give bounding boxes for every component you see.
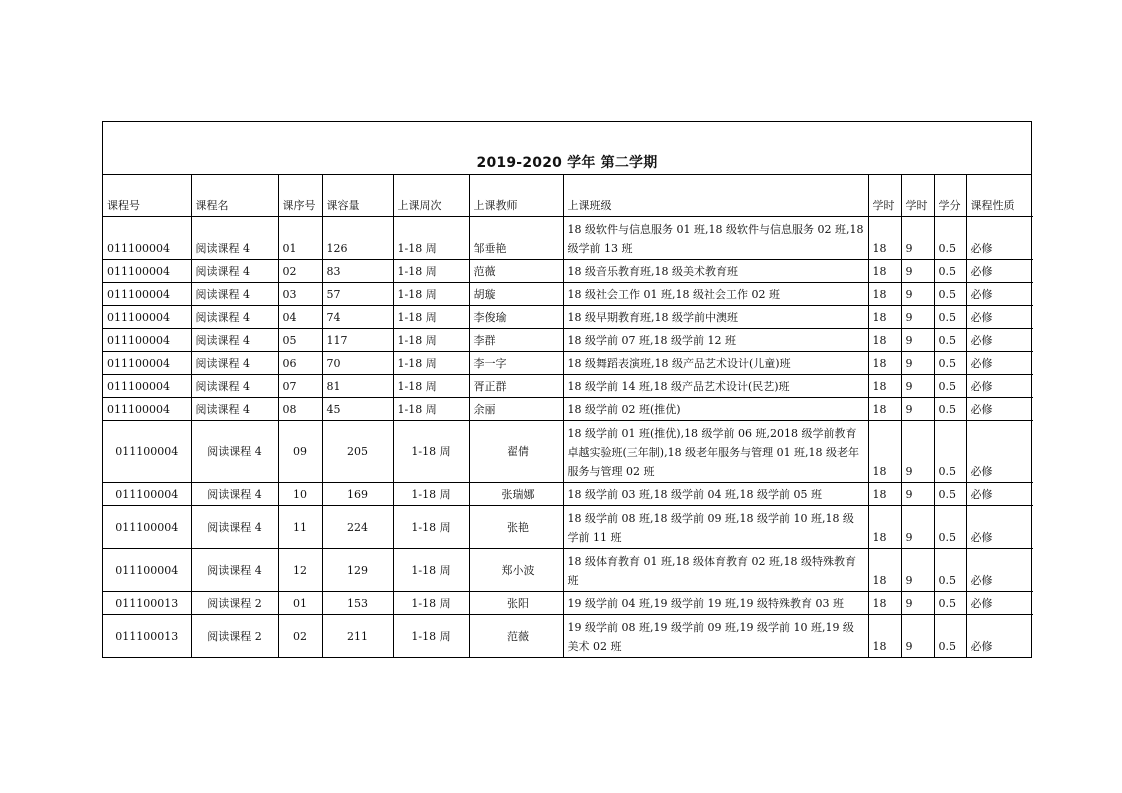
header-credits: 学分 [934,175,966,217]
cell-section: 09 [278,421,322,483]
cell-hours2: 9 [901,483,934,506]
cell-credits: 0.5 [934,217,966,260]
header-row [103,175,1033,217]
cell-nature: 必修 [966,506,1033,549]
cell-nature: 必修 [966,375,1033,398]
table-row [103,352,1033,375]
cell-hours2: 9 [901,352,934,375]
cell-capacity: 117 [322,329,393,352]
table-row [103,421,1033,483]
cell-classes: 18 级体育教育 01 班,18 级体育教育 02 班,18 级特殊教育班 [563,549,868,592]
cell-course-no: 011100004 [103,306,191,329]
cell-course-no: 011100004 [103,329,191,352]
cell-hours2: 9 [901,421,934,483]
cell-hours2: 9 [901,217,934,260]
cell-weeks: 1-18 周 [393,549,469,592]
cell-course-no: 011100004 [103,421,191,483]
cell-capacity: 45 [322,398,393,421]
cell-section: 11 [278,506,322,549]
table-row [103,375,1033,398]
header-course-name: 课程名 [191,175,278,217]
cell-weeks: 1-18 周 [393,615,469,658]
cell-course-name: 阅读课程 4 [191,352,278,375]
page-title: 2019-2020 学年 第二学期 [476,155,658,171]
cell-capacity: 74 [322,306,393,329]
cell-section: 01 [278,592,322,615]
cell-course-no: 011100004 [103,398,191,421]
cell-weeks: 1-18 周 [393,352,469,375]
cell-classes: 19 级学前 08 班,19 级学前 09 班,19 级学前 10 班,19 级美术 02 班 [563,615,868,658]
cell-classes: 18 级学前 02 班(推优) [563,398,868,421]
cell-course-name: 阅读课程 4 [191,217,278,260]
table-row [103,592,1033,615]
cell-nature: 必修 [966,421,1033,483]
cell-nature: 必修 [966,329,1033,352]
cell-course-name: 阅读课程 4 [191,483,278,506]
cell-classes: 18 级学前 14 班,18 级产品艺术设计(民艺)班 [563,375,868,398]
cell-teacher: 郑小波 [469,549,563,592]
cell-classes: 18 级社会工作 01 班,18 级社会工作 02 班 [563,283,868,306]
cell-course-no: 011100013 [103,615,191,658]
title-row [103,122,1031,175]
cell-hours1: 18 [868,329,901,352]
cell-weeks: 1-18 周 [393,329,469,352]
cell-weeks: 1-18 周 [393,483,469,506]
cell-credits: 0.5 [934,615,966,658]
cell-nature: 必修 [966,352,1033,375]
cell-nature: 必修 [966,592,1033,615]
cell-section: 01 [278,217,322,260]
cell-capacity: 205 [322,421,393,483]
table-row [103,260,1033,283]
cell-capacity: 126 [322,217,393,260]
cell-section: 07 [278,375,322,398]
cell-hours1: 18 [868,217,901,260]
cell-nature: 必修 [966,549,1033,592]
cell-classes: 19 级学前 04 班,19 级学前 19 班,19 级特殊教育 03 班 [563,592,868,615]
cell-course-name: 阅读课程 4 [191,506,278,549]
cell-section: 06 [278,352,322,375]
cell-course-name: 阅读课程 4 [191,283,278,306]
cell-section: 05 [278,329,322,352]
cell-credits: 0.5 [934,375,966,398]
cell-nature: 必修 [966,217,1033,260]
cell-course-name: 阅读课程 4 [191,375,278,398]
cell-section: 02 [278,615,322,658]
cell-teacher: 范薇 [469,260,563,283]
cell-course-name: 阅读课程 2 [191,592,278,615]
cell-hours1: 18 [868,306,901,329]
cell-teacher: 胡璇 [469,283,563,306]
table-row [103,483,1033,506]
cell-hours2: 9 [901,398,934,421]
header-nature: 课程性质 [966,175,1033,217]
cell-course-name: 阅读课程 4 [191,421,278,483]
cell-credits: 0.5 [934,329,966,352]
cell-teacher: 余丽 [469,398,563,421]
cell-weeks: 1-18 周 [393,260,469,283]
cell-capacity: 57 [322,283,393,306]
cell-credits: 0.5 [934,352,966,375]
cell-hours1: 18 [868,352,901,375]
cell-capacity: 129 [322,549,393,592]
cell-classes: 18 级舞蹈表演班,18 级产品艺术设计(儿童)班 [563,352,868,375]
cell-classes: 18 级软件与信息服务 01 班,18 级软件与信息服务 02 班,18 级学前 13 班 [563,217,868,260]
cell-teacher: 张瑞娜 [469,483,563,506]
cell-credits: 0.5 [934,592,966,615]
cell-course-name: 阅读课程 4 [191,260,278,283]
cell-classes: 18 级学前 07 班,18 级学前 12 班 [563,329,868,352]
cell-weeks: 1-18 周 [393,375,469,398]
cell-nature: 必修 [966,398,1033,421]
table-row [103,506,1033,549]
cell-course-no: 011100004 [103,283,191,306]
table-row [103,329,1033,352]
cell-credits: 0.5 [934,306,966,329]
cell-course-no: 011100004 [103,549,191,592]
cell-weeks: 1-18 周 [393,592,469,615]
cell-capacity: 81 [322,375,393,398]
cell-section: 12 [278,549,322,592]
cell-nature: 必修 [966,483,1033,506]
cell-section: 03 [278,283,322,306]
cell-course-no: 011100004 [103,352,191,375]
cell-hours2: 9 [901,506,934,549]
cell-weeks: 1-18 周 [393,283,469,306]
cell-capacity: 169 [322,483,393,506]
course-table [103,175,1033,657]
table-row [103,549,1033,592]
cell-capacity: 83 [322,260,393,283]
table-row [103,398,1033,421]
cell-teacher: 邹垂艳 [469,217,563,260]
cell-course-name: 阅读课程 4 [191,398,278,421]
cell-credits: 0.5 [934,283,966,306]
cell-credits: 0.5 [934,483,966,506]
header-teacher: 上课教师 [469,175,563,217]
cell-weeks: 1-18 周 [393,506,469,549]
cell-hours1: 18 [868,398,901,421]
cell-hours2: 9 [901,615,934,658]
cell-course-no: 011100004 [103,483,191,506]
cell-hours2: 9 [901,549,934,592]
cell-weeks: 1-18 周 [393,398,469,421]
header-hours-2: 学时 [901,175,934,217]
cell-weeks: 1-18 周 [393,217,469,260]
cell-classes: 18 级早期教育班,18 级学前中澳班 [563,306,868,329]
cell-credits: 0.5 [934,506,966,549]
cell-hours1: 18 [868,549,901,592]
cell-teacher: 张阳 [469,592,563,615]
cell-capacity: 211 [322,615,393,658]
header-section: 课序号 [278,175,322,217]
table-row [103,283,1033,306]
cell-section: 08 [278,398,322,421]
cell-credits: 0.5 [934,549,966,592]
cell-nature: 必修 [966,615,1033,658]
cell-course-no: 011100004 [103,217,191,260]
cell-classes: 18 级学前 03 班,18 级学前 04 班,18 级学前 05 班 [563,483,868,506]
cell-capacity: 153 [322,592,393,615]
cell-course-name: 阅读课程 4 [191,306,278,329]
cell-course-name: 阅读课程 2 [191,615,278,658]
cell-nature: 必修 [966,283,1033,306]
cell-hours1: 18 [868,615,901,658]
cell-classes: 18 级学前 01 班(推优),18 级学前 06 班,2018 级学前教育卓越实验班(三年制),18 级老年服务与管理 01 班,18 级老年服务与管理 02 班 [563,421,868,483]
header-weeks: 上课周次 [393,175,469,217]
cell-teacher: 李俊瑜 [469,306,563,329]
header-hours-1: 学时 [868,175,901,217]
cell-hours1: 18 [868,260,901,283]
cell-section: 02 [278,260,322,283]
cell-hours1: 18 [868,421,901,483]
cell-course-name: 阅读课程 4 [191,549,278,592]
cell-hours1: 18 [868,375,901,398]
header-course-no: 课程号 [103,175,191,217]
cell-classes: 18 级学前 08 班,18 级学前 09 班,18 级学前 10 班,18 级学前 11 班 [563,506,868,549]
cell-hours2: 9 [901,260,934,283]
cell-hours1: 18 [868,506,901,549]
cell-nature: 必修 [966,260,1033,283]
cell-credits: 0.5 [934,260,966,283]
cell-teacher: 李群 [469,329,563,352]
cell-capacity: 70 [322,352,393,375]
table-row [103,217,1033,260]
cell-teacher: 张艳 [469,506,563,549]
cell-hours2: 9 [901,283,934,306]
cell-teacher: 翟倩 [469,421,563,483]
cell-weeks: 1-18 周 [393,421,469,483]
cell-course-no: 011100004 [103,260,191,283]
schedule-sheet [102,121,1032,658]
cell-course-no: 011100004 [103,375,191,398]
cell-teacher: 胥正群 [469,375,563,398]
cell-hours1: 18 [868,592,901,615]
cell-section: 04 [278,306,322,329]
cell-course-name: 阅读课程 4 [191,329,278,352]
cell-credits: 0.5 [934,398,966,421]
cell-hours1: 18 [868,283,901,306]
table-row [103,615,1033,658]
cell-credits: 0.5 [934,421,966,483]
cell-hours2: 9 [901,329,934,352]
cell-classes: 18 级音乐教育班,18 级美术教育班 [563,260,868,283]
cell-teacher: 李一字 [469,352,563,375]
header-classes: 上课班级 [563,175,868,217]
cell-capacity: 224 [322,506,393,549]
cell-section: 10 [278,483,322,506]
cell-hours1: 18 [868,483,901,506]
header-capacity: 课容量 [322,175,393,217]
cell-hours2: 9 [901,375,934,398]
cell-teacher: 范薇 [469,615,563,658]
cell-nature: 必修 [966,306,1033,329]
cell-course-no: 011100004 [103,506,191,549]
cell-hours2: 9 [901,592,934,615]
table-row [103,306,1033,329]
cell-hours2: 9 [901,306,934,329]
cell-weeks: 1-18 周 [393,306,469,329]
cell-course-no: 011100013 [103,592,191,615]
